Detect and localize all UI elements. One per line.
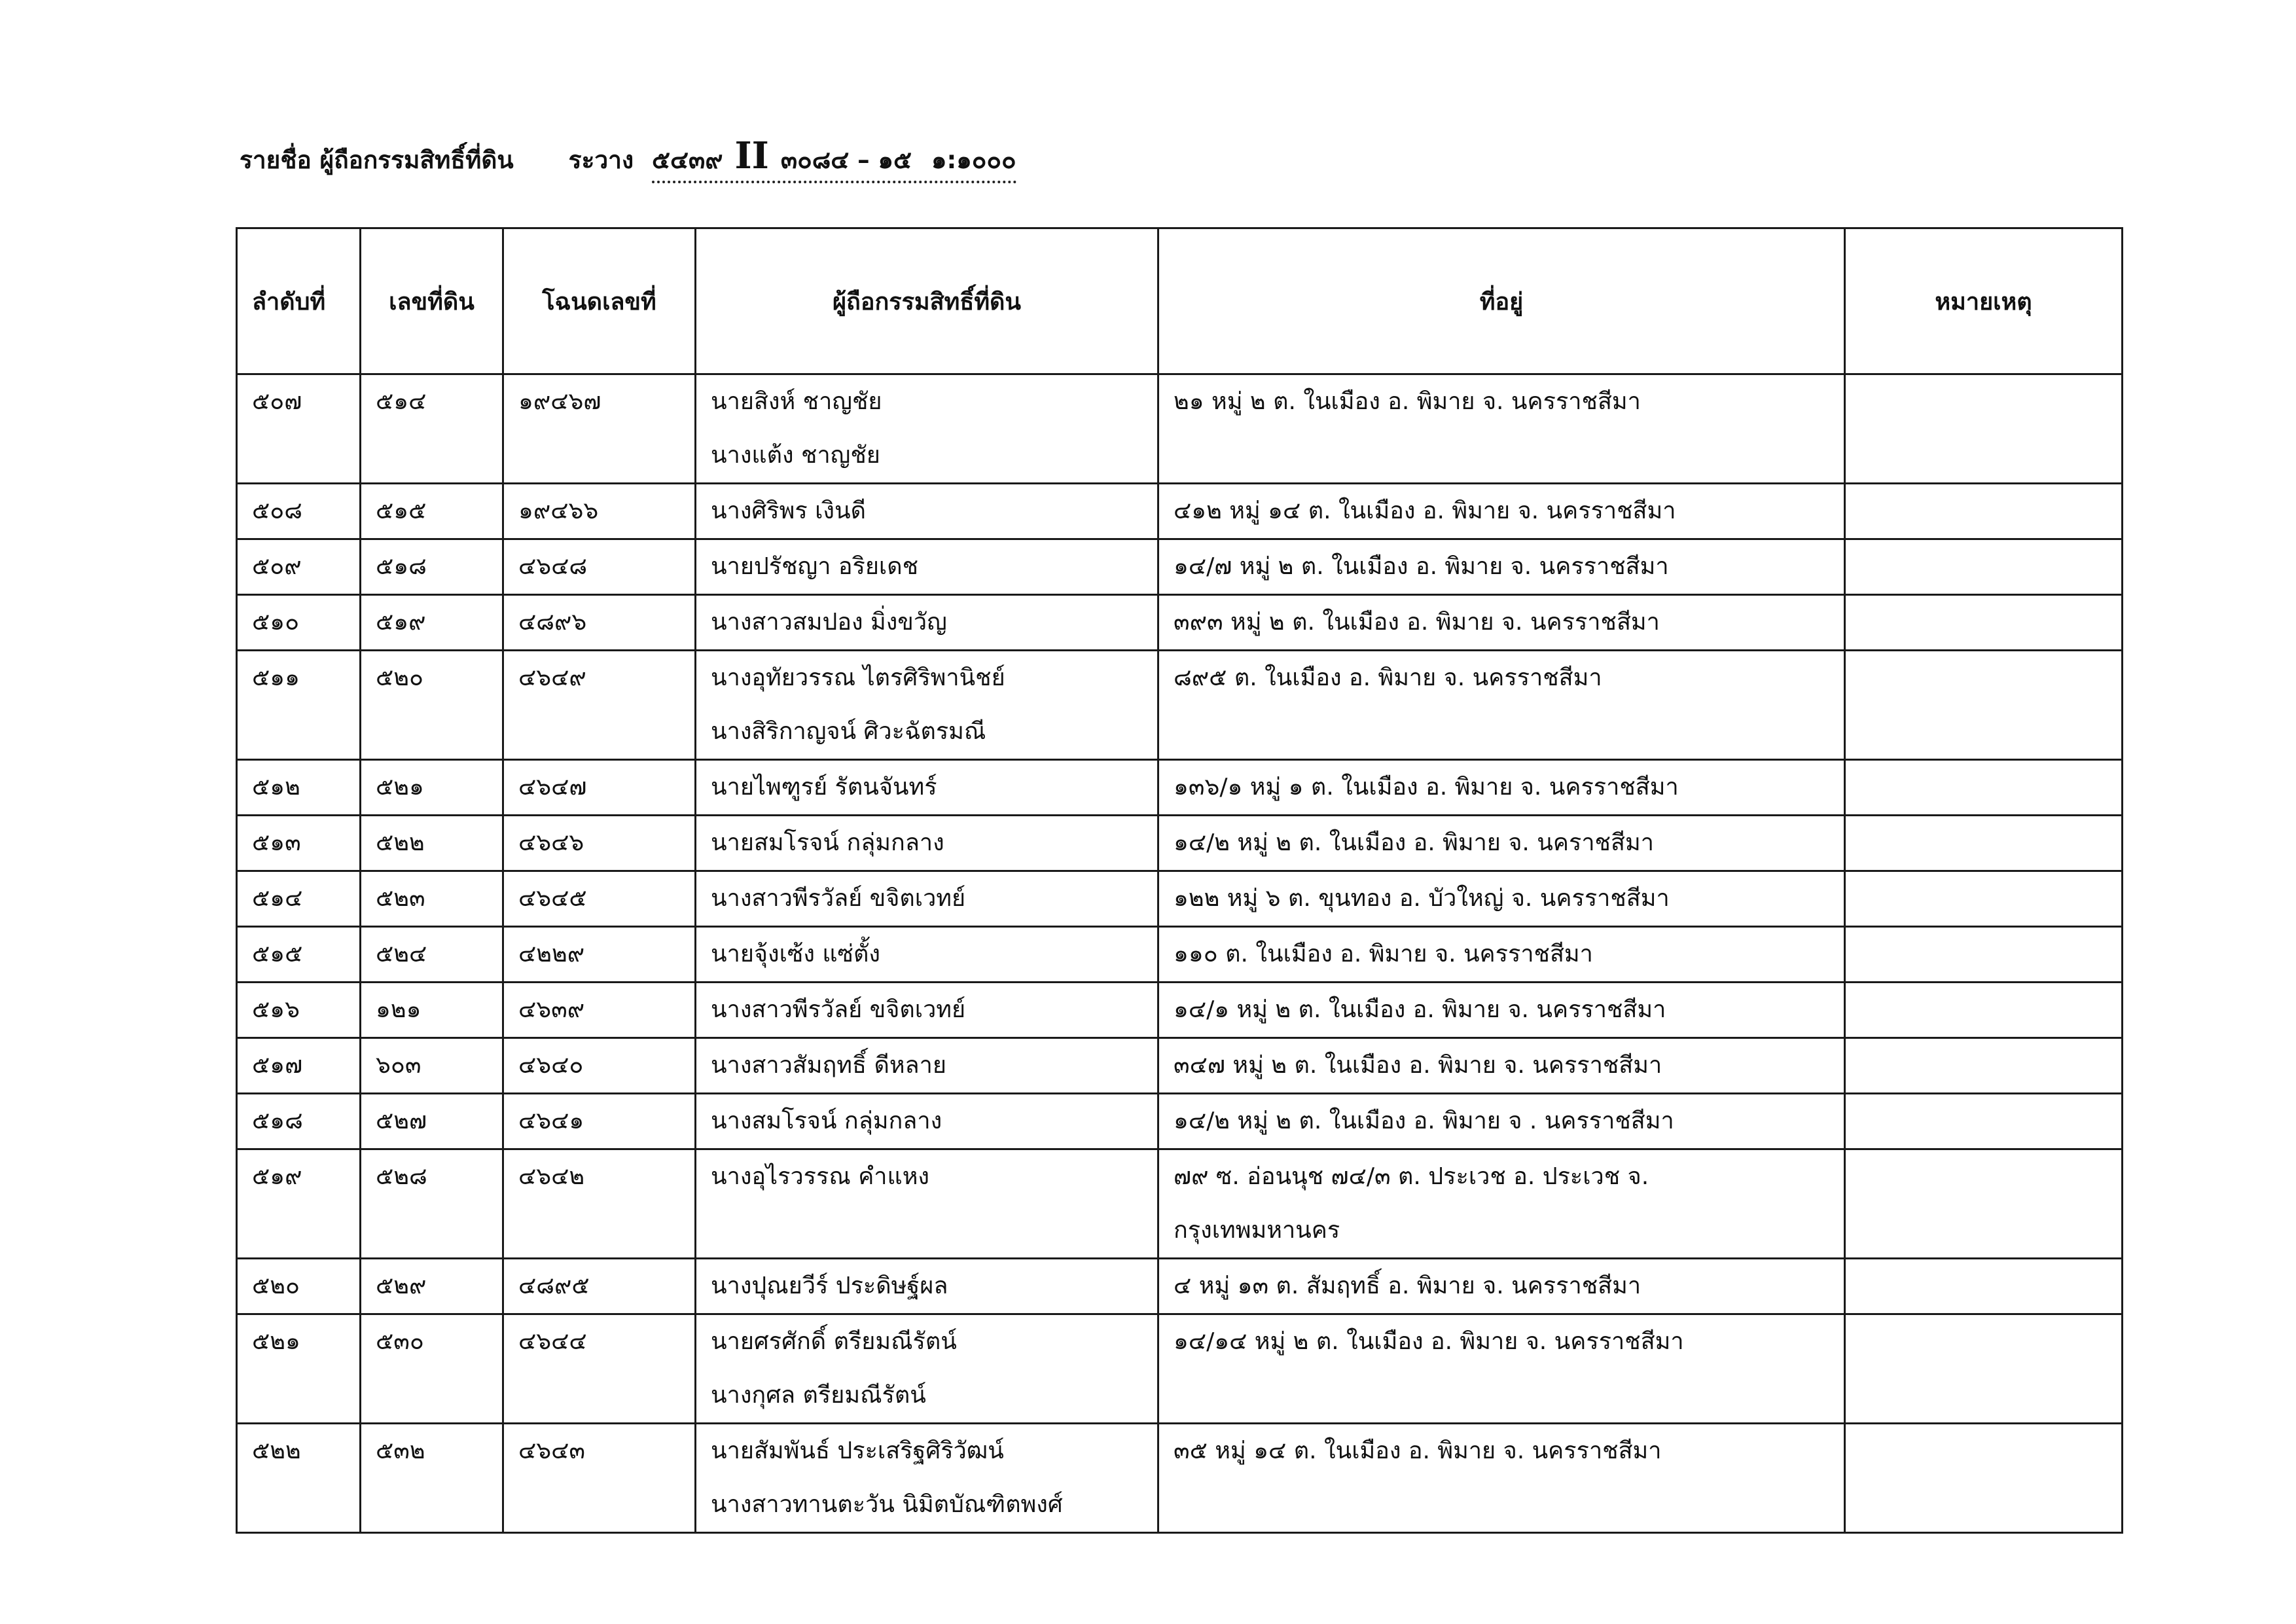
cell-note	[1845, 1149, 2123, 1259]
sheet-reference	[652, 134, 1016, 183]
cell-address	[1158, 484, 1845, 539]
cell-note	[1845, 816, 2123, 871]
cell-note	[1845, 484, 2123, 539]
cell-parcel: ๖๐๓	[361, 1038, 503, 1094]
cell-order: ๕๑๑	[237, 651, 361, 760]
table-row	[237, 816, 2123, 871]
table-row	[237, 595, 2123, 651]
cell-parcel: ๕๑๘	[361, 539, 503, 595]
cell-deed: ๔๘๙๕	[503, 1259, 696, 1314]
cell-address-line: ๑๔/๑๔ หมู่ ๒ ต. ในเมือง อ. พิมาย จ. นครราชสีมา	[1174, 1328, 1684, 1355]
cell-owner	[696, 816, 1158, 871]
cell-owner-line: นางปุณยวีร์ ประดิษฐ์ผล	[711, 1272, 948, 1299]
column-header-note: หมายเหตุ	[1845, 228, 2123, 374]
cell-owner-line: นายสมโรจน์ กลุ่มกลาง	[711, 829, 944, 856]
cell-parcel: ๑๒๑	[361, 983, 503, 1038]
cell-address	[1158, 539, 1845, 595]
document-title-line	[240, 134, 1016, 187]
cell-owner	[696, 484, 1158, 539]
cell-note	[1845, 595, 2123, 651]
cell-address	[1158, 760, 1845, 816]
table-row	[237, 1094, 2123, 1149]
cell-parcel: ๕๒๓	[361, 871, 503, 927]
cell-parcel: ๕๒๗	[361, 1094, 503, 1149]
land-owner-table	[236, 227, 2123, 1534]
table-row	[237, 1259, 2123, 1314]
cell-owner-line: นายสัมพันธ์ ประเสริฐศิริวัฒน์	[711, 1437, 1004, 1464]
table-row	[237, 651, 2123, 760]
cell-deed: ๔๖๔๒	[503, 1149, 696, 1259]
cell-address-line: ๔๑๒ หมู่ ๑๔ ต. ในเมือง อ. พิมาย จ. นครราชสีมา	[1174, 497, 1676, 524]
cell-owner	[696, 983, 1158, 1038]
column-header-address: ที่อยู่	[1158, 228, 1845, 374]
cell-owner	[696, 595, 1158, 651]
cell-note	[1845, 1259, 2123, 1314]
cell-order: ๕๑๖	[237, 983, 361, 1038]
cell-owner	[696, 927, 1158, 983]
cell-address	[1158, 1149, 1845, 1259]
cell-order: ๕๑๒	[237, 760, 361, 816]
cell-owner-line: นางอุทัยวรรณ ไตรศิริพานิชย์	[711, 664, 1005, 691]
cell-deed: ๔๖๔๐	[503, 1038, 696, 1094]
cell-address-line: ๓๙๓ หมู่ ๒ ต. ในเมือง อ. พิมาย จ. นครราชสีมา	[1174, 609, 1660, 636]
cell-deed: ๔๒๒๙	[503, 927, 696, 983]
cell-address	[1158, 871, 1845, 927]
cell-owner-line: นางสาวพีรวัลย์ ขจิตเวทย์	[711, 996, 966, 1023]
cell-parcel: ๕๒๙	[361, 1259, 503, 1314]
cell-parcel: ๕๒๔	[361, 927, 503, 983]
cell-owner-line: นางศิริพร เงินดี	[711, 497, 866, 524]
table-row	[237, 484, 2123, 539]
cell-note	[1845, 760, 2123, 816]
cell-owner-line: นางกุศล ตรียมณีรัตน์	[711, 1382, 926, 1409]
cell-address	[1158, 595, 1845, 651]
cell-address-line: ๒๑ หมู่ ๒ ต. ในเมือง อ. พิมาย จ. นครราชสีมา	[1174, 388, 1641, 415]
cell-owner-line: นายศรศักดิ์ ตรียมณีรัตน์	[711, 1328, 957, 1355]
table-header-row	[237, 228, 2123, 374]
cell-address-line: ๑๔/๒ หมู่ ๒ ต. ในเมือง อ. พิมาย จ . นครราชสีมา	[1174, 1108, 1674, 1134]
cell-owner	[696, 539, 1158, 595]
cell-note	[1845, 983, 2123, 1038]
cell-address-line: ๑๑๐ ต. ในเมือง อ. พิมาย จ. นครราชสีมา	[1174, 941, 1593, 967]
cell-parcel: ๕๓๒	[361, 1424, 503, 1533]
cell-note	[1845, 1094, 2123, 1149]
sheet-roman: II	[734, 134, 769, 177]
cell-address-line: ๔ หมู่ ๑๓ ต. สัมฤทธิ์ อ. พิมาย จ. นครราชสีมา	[1174, 1272, 1641, 1299]
table-row	[237, 983, 2123, 1038]
cell-address	[1158, 1259, 1845, 1314]
cell-owner-line: นางอุไรวรรณ คำแหง	[711, 1163, 930, 1190]
document-title: รายชื่อ ผู้ถือกรรมสิทธิ์ที่ดิน	[240, 146, 514, 174]
cell-address-line: ๗๙ ซ. อ่อนนุช ๗๔/๓ ต. ประเวช อ. ประเวช จ.	[1174, 1163, 1649, 1190]
table-row	[237, 1424, 2123, 1533]
cell-order: ๕๐๘	[237, 484, 361, 539]
cell-parcel: ๕๑๕	[361, 484, 503, 539]
cell-address-line: ๑๒๒ หมู่ ๖ ต. ขุนทอง อ. บัวใหญ่ จ. นครราชสีมา	[1174, 885, 1670, 912]
cell-owner	[696, 651, 1158, 760]
cell-note	[1845, 927, 2123, 983]
cell-parcel: ๕๒๒	[361, 816, 503, 871]
cell-deed: ๔๖๔๖	[503, 816, 696, 871]
cell-owner	[696, 1149, 1158, 1259]
cell-address	[1158, 651, 1845, 760]
cell-parcel: ๕๒๘	[361, 1149, 503, 1259]
cell-address	[1158, 1038, 1845, 1094]
cell-deed: ๑๙๔๖๖	[503, 484, 696, 539]
cell-parcel: ๕๑๙	[361, 595, 503, 651]
cell-address-line: ๑๔/๒ หมู่ ๒ ต. ในเมือง อ. พิมาย จ. นคราชสีมา	[1174, 829, 1654, 856]
cell-note	[1845, 871, 2123, 927]
cell-deed: ๔๖๔๑	[503, 1094, 696, 1149]
table-row	[237, 871, 2123, 927]
cell-owner	[696, 1424, 1158, 1533]
cell-owner-line: นางแต้ง ชาญชัย	[711, 442, 880, 469]
cell-address-line: กรุงเทพมหานคร	[1174, 1217, 1340, 1244]
cell-deed: ๔๖๔๔	[503, 1314, 696, 1424]
cell-deed: ๔๘๙๖	[503, 595, 696, 651]
cell-address-line: ๑๔/๗ หมู่ ๒ ต. ในเมือง อ. พิมาย จ. นครราชสีมา	[1174, 553, 1669, 580]
sheet-code: ๕๔๓๙	[652, 146, 723, 174]
table-row	[237, 760, 2123, 816]
table-row	[237, 1314, 2123, 1424]
cell-note	[1845, 374, 2123, 484]
cell-order: ๕๑๗	[237, 1038, 361, 1094]
column-header-order: ลำดับที่	[237, 228, 361, 374]
cell-owner-line: นายจุ้งเซ้ง แซ่ตั้ง	[711, 941, 880, 967]
cell-note	[1845, 1314, 2123, 1424]
cell-deed: ๔๖๓๙	[503, 983, 696, 1038]
cell-owner-line: นางสาวสัมฤทธิ์ ดีหลาย	[711, 1052, 946, 1079]
cell-parcel: ๕๒๑	[361, 760, 503, 816]
cell-deed: ๔๖๔๕	[503, 871, 696, 927]
cell-deed: ๔๖๔๘	[503, 539, 696, 595]
cell-order: ๕๐๗	[237, 374, 361, 484]
cell-owner	[696, 760, 1158, 816]
cell-address	[1158, 1314, 1845, 1424]
cell-address-line: ๓๕ หมู่ ๑๔ ต. ในเมือง อ. พิมาย จ. นครราชสีมา	[1174, 1437, 1662, 1464]
cell-owner-line: นางสาวพีรวัลย์ ขจิตเวทย์	[711, 885, 966, 912]
table-row	[237, 927, 2123, 983]
sheet-number: ๓๐๘๔ – ๑๕	[780, 146, 912, 174]
cell-owner-line: นางสาวทานตะวัน นิมิตบัณฑิตพงศ์	[711, 1491, 1063, 1518]
cell-deed: ๔๖๔๙	[503, 651, 696, 760]
table-row	[237, 539, 2123, 595]
cell-deed: ๔๖๔๗	[503, 760, 696, 816]
cell-note	[1845, 1424, 2123, 1533]
cell-owner-line: นายปรัชญา อริยเดช	[711, 553, 919, 580]
cell-address-line: ๘๙๕ ต. ในเมือง อ. พิมาย จ. นครราชสีมา	[1174, 664, 1602, 691]
cell-deed: ๑๙๔๖๗	[503, 374, 696, 484]
table-row	[237, 1038, 2123, 1094]
column-header-deed: โฉนดเลขที่	[503, 228, 696, 374]
cell-order: ๕๑๔	[237, 871, 361, 927]
cell-parcel: ๕๒๐	[361, 651, 503, 760]
cell-address	[1158, 816, 1845, 871]
cell-order: ๕๑๕	[237, 927, 361, 983]
cell-owner-line: นายไพฑูรย์ รัตนจันทร์	[711, 774, 937, 801]
cell-owner-line: นายสิงห์ ชาญชัย	[711, 388, 882, 415]
cell-owner-line: นางสาวสมปอง มิ่งขวัญ	[711, 609, 947, 636]
cell-order: ๕๒๑	[237, 1314, 361, 1424]
cell-order: ๕๒๐	[237, 1259, 361, 1314]
cell-owner-line: นางสิริกาญจน์ ศิวะฉัตรมณี	[711, 718, 986, 745]
column-header-parcel: เลขที่ดิน	[361, 228, 503, 374]
cell-owner	[696, 1314, 1158, 1424]
cell-note	[1845, 651, 2123, 760]
cell-owner	[696, 871, 1158, 927]
column-header-owner: ผู้ถือกรรมสิทธิ์ที่ดิน	[696, 228, 1158, 374]
cell-order: ๕๑๐	[237, 595, 361, 651]
cell-address-line: ๓๔๗ หมู่ ๒ ต. ในเมือง อ. พิมาย จ. นครราชสีมา	[1174, 1052, 1662, 1079]
table-row	[237, 1149, 2123, 1259]
cell-owner	[696, 1038, 1158, 1094]
cell-owner	[696, 374, 1158, 484]
cell-note	[1845, 539, 2123, 595]
cell-parcel: ๕๓๐	[361, 1314, 503, 1424]
cell-order: ๕๑๓	[237, 816, 361, 871]
table-row	[237, 374, 2123, 484]
cell-address	[1158, 1094, 1845, 1149]
cell-owner	[696, 1094, 1158, 1149]
cell-deed: ๔๖๔๓	[503, 1424, 696, 1533]
cell-address	[1158, 1424, 1845, 1533]
cell-address-line: ๑๔/๑ หมู่ ๒ ต. ในเมือง อ. พิมาย จ. นครราชสีมา	[1174, 996, 1666, 1023]
cell-order: ๕๑๙	[237, 1149, 361, 1259]
cell-order: ๕๐๙	[237, 539, 361, 595]
sheet-label: ระวาง	[568, 146, 634, 174]
cell-address-line: ๑๓๖/๑ หมู่ ๑ ต. ในเมือง อ. พิมาย จ. นครราชสีมา	[1174, 774, 1679, 801]
cell-address	[1158, 983, 1845, 1038]
cell-owner-line: นางสมโรจน์ กลุ่มกลาง	[711, 1108, 942, 1134]
cell-order: ๕๒๒	[237, 1424, 361, 1533]
map-scale: ๑:๑๐๐๐	[931, 146, 1016, 174]
cell-parcel: ๕๑๔	[361, 374, 503, 484]
cell-address	[1158, 374, 1845, 484]
cell-order: ๕๑๘	[237, 1094, 361, 1149]
cell-address	[1158, 927, 1845, 983]
cell-owner	[696, 1259, 1158, 1314]
table-body	[237, 374, 2123, 1533]
cell-note	[1845, 1038, 2123, 1094]
